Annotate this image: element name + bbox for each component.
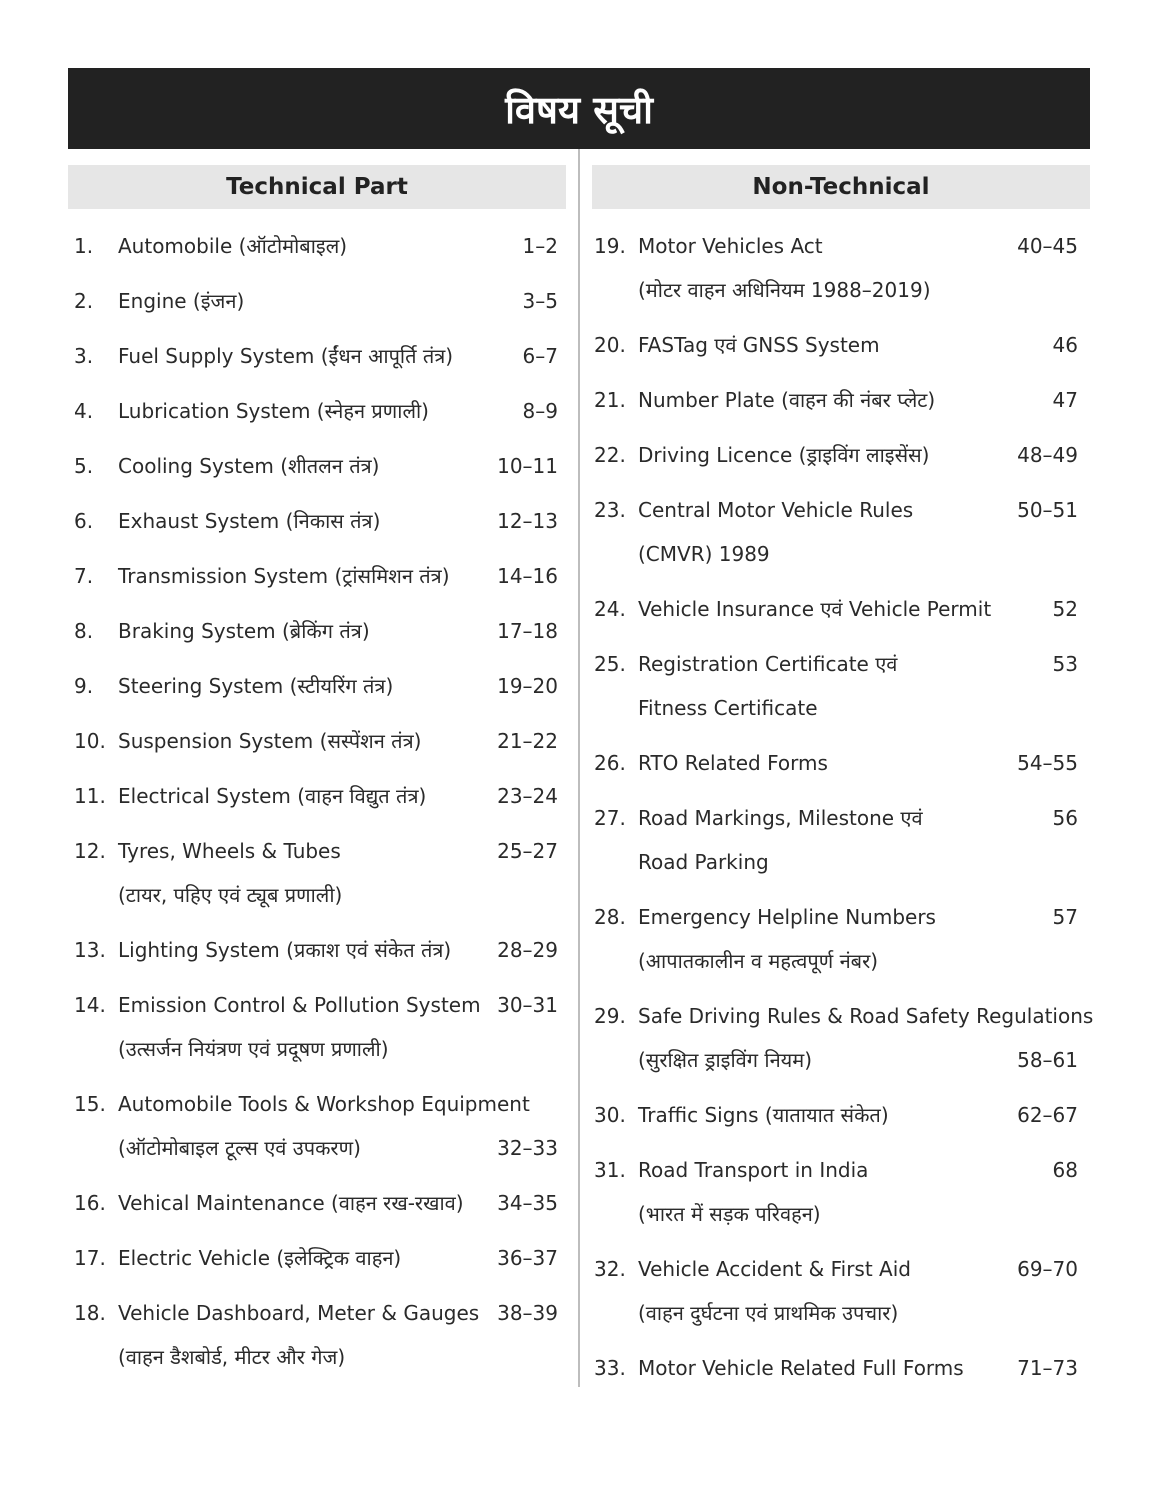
- toc-entry-pages: 53: [1052, 652, 1078, 676]
- toc-entry: [74, 499, 558, 543]
- toc-entry-title: Safe Driving Rules & Road Safety Regulations: [638, 1004, 1094, 1028]
- toc-entry-pages: 34–35: [497, 1191, 558, 1215]
- toc-entry-pages: 62–67: [1017, 1103, 1078, 1127]
- toc-entry-number: 7.: [74, 564, 94, 588]
- toc-entry: [74, 1236, 558, 1280]
- toc-entry-title: Vehicle Dashboard, Meter & Gauges: [118, 1301, 480, 1325]
- toc-entry-pages: 46: [1052, 333, 1078, 357]
- toc-entry-subtitle: (वाहन डैशबोर्ड, मीटर और गेज): [118, 1345, 346, 1369]
- toc-entry-number: 24.: [594, 597, 626, 621]
- toc-entry-number: 11.: [74, 784, 106, 808]
- toc-entry-number: 18.: [74, 1301, 106, 1325]
- toc-entry-subtitle: (आपातकालीन व महत्वपूर्ण नंबर): [638, 949, 879, 973]
- toc-entry-number: 20.: [594, 333, 626, 357]
- toc-entry-number: 4.: [74, 399, 94, 423]
- toc-entry-title: Automobile (ऑटोमोबाइल): [118, 234, 348, 258]
- toc-entry-pages: 54–55: [1017, 751, 1078, 775]
- toc-entry-pages: 48–49: [1017, 443, 1078, 467]
- toc-entry-pages: 68: [1052, 1158, 1078, 1182]
- toc-entry-title: Vehicle Insurance एवं Vehicle Permit: [638, 597, 992, 621]
- toc-entry-number: 28.: [594, 905, 626, 929]
- toc-entry-pages: 10–11: [497, 454, 558, 478]
- toc-entry: [594, 1346, 1078, 1390]
- toc-entry-title: Lighting System (प्रकाश एवं संकेत तंत्र): [118, 938, 452, 962]
- toc-entry-subtitle: (उत्सर्जन नियंत्रण एवं प्रदूषण प्रणाली): [118, 1037, 389, 1061]
- toc-entry-subtitle: (मोटर वाहन अधिनियम 1988–2019): [638, 278, 931, 302]
- toc-entry: [594, 378, 1078, 422]
- toc-entry-number: 33.: [594, 1356, 626, 1380]
- toc-entry-number: 26.: [594, 751, 626, 775]
- toc-entry-number: 31.: [594, 1158, 626, 1182]
- toc-entry-number: 25.: [594, 652, 626, 676]
- toc-entry-number: 2.: [74, 289, 94, 313]
- toc-entry-pages: 28–29: [497, 938, 558, 962]
- toc-entry: [594, 323, 1078, 367]
- toc-entry-number: 8.: [74, 619, 94, 643]
- toc-entry-title: Lubrication System (स्नेहन प्रणाली): [118, 399, 429, 423]
- toc-entry-title: Steering System (स्टीयरिंग तंत्र): [118, 674, 394, 698]
- toc-entry: [74, 1181, 558, 1225]
- toc-entry-title: Driving Licence (ड्राइविंग लाइसेंस): [638, 443, 930, 467]
- toc-entry-title: Braking System (ब्रेकिंग तंत्र): [118, 619, 370, 643]
- toc-entry: [594, 1093, 1078, 1137]
- toc-entry-pages: 30–31: [497, 993, 558, 1017]
- column-divider: [578, 149, 580, 1387]
- toc-entry-title: Traffic Signs (यातायात संकेत): [638, 1103, 889, 1127]
- toc-entry-number: 10.: [74, 729, 106, 753]
- toc-entry-title: Vehicle Accident & First Aid: [638, 1257, 911, 1281]
- toc-entry-number: 22.: [594, 443, 626, 467]
- toc-entry-title: Number Plate (वाहन की नंबर प्लेट): [638, 388, 936, 412]
- toc-entry-title: Electric Vehicle (इलेक्ट्रिक वाहन): [118, 1246, 402, 1270]
- toc-entry-pages: 57: [1052, 905, 1078, 929]
- toc-entry-pages: 17–18: [497, 619, 558, 643]
- toc-entry-number: 29.: [594, 1004, 626, 1028]
- toc-entry: [74, 829, 558, 917]
- toc-entry-title: Automobile Tools & Workshop Equipment: [118, 1092, 530, 1116]
- toc-entry: [74, 224, 558, 268]
- toc-entry: [74, 609, 558, 653]
- toc-entry-number: 13.: [74, 938, 106, 962]
- toc-entry-number: 27.: [594, 806, 626, 830]
- toc-entry: [74, 1082, 558, 1170]
- toc-entry-subtitle: (भारत में सड़क परिवहन): [638, 1202, 821, 1226]
- toc-entry: [74, 554, 558, 598]
- toc-entry-title: Tyres, Wheels & Tubes: [118, 839, 341, 863]
- toc-entry: [74, 334, 558, 378]
- toc-entry-pages: 47: [1052, 388, 1078, 412]
- toc-entry-pages: 14–16: [497, 564, 558, 588]
- toc-entry: [74, 389, 558, 433]
- toc-entry-number: 1.: [74, 234, 94, 258]
- toc-entry: [594, 994, 1094, 1082]
- toc-entry-pages: 1–2: [522, 234, 558, 258]
- toc-entry-pages: 71–73: [1017, 1356, 1078, 1380]
- toc-entry-number: 9.: [74, 674, 94, 698]
- toc-entry-number: 6.: [74, 509, 94, 533]
- toc-entry-pages: 6–7: [522, 344, 558, 368]
- toc-entry-title: Suspension System (सस्पेंशन तंत्र): [118, 729, 422, 753]
- toc-entry: [74, 983, 558, 1071]
- toc-entry-number: 32.: [594, 1257, 626, 1281]
- toc-entry-number: 5.: [74, 454, 94, 478]
- toc-entry-title: Exhaust System (निकास तंत्र): [118, 509, 381, 533]
- toc-entry-pages: 3–5: [522, 289, 558, 313]
- toc-entry-pages: 12–13: [497, 509, 558, 533]
- toc-entry-title: Transmission System (ट्रांसमिशन तंत्र): [118, 564, 450, 588]
- toc-entry-title: Road Markings, Milestone एवं: [638, 806, 923, 830]
- toc-entry: [594, 1148, 1078, 1236]
- toc-entry-number: 12.: [74, 839, 106, 863]
- toc-entry-title: Vehical Maintenance (वाहन रख-रखाव): [118, 1191, 464, 1215]
- toc-entry-number: 17.: [74, 1246, 106, 1270]
- toc-entry-title: Emission Control & Pollution System: [118, 993, 481, 1017]
- toc-entry: [74, 444, 558, 488]
- toc-entry-subtitle: (CMVR) 1989: [638, 542, 770, 566]
- toc-entry: [594, 433, 1078, 477]
- toc-entry-pages: 19–20: [497, 674, 558, 698]
- toc-entry-title: Electrical System (वाहन विद्युत तंत्र): [118, 784, 427, 808]
- toc-entry-number: 21.: [594, 388, 626, 412]
- toc-entry-pages: 56: [1052, 806, 1078, 830]
- toc-entry-pages: 50–51: [1017, 498, 1078, 522]
- toc-entry-subtitle: (टायर, पहिए एवं ट्यूब प्रणाली): [118, 883, 343, 907]
- toc-entry: [594, 642, 1078, 730]
- toc-entry-number: 15.: [74, 1092, 106, 1116]
- toc-entry-title: Motor Vehicles Act: [638, 234, 823, 258]
- toc-entry-pages: 25–27: [497, 839, 558, 863]
- toc-entry-subtitle: (सुरक्षित ड्राइविंग नियम): [638, 1048, 813, 1072]
- toc-entry: [594, 796, 1078, 884]
- toc-entry-subtitle: Road Parking: [638, 850, 769, 874]
- toc-entry-title: Motor Vehicle Related Full Forms: [638, 1356, 964, 1380]
- toc-entry-subtitle: (ऑटोमोबाइल टूल्स एवं उपकरण): [118, 1136, 361, 1160]
- toc-entry-title: Fuel Supply System (ईंधन आपूर्ति तंत्र): [118, 344, 454, 368]
- toc-entry-pages: 38–39: [497, 1301, 558, 1325]
- section-header-technical: Technical Part: [68, 165, 566, 209]
- toc-entry: [74, 1291, 558, 1379]
- toc-entry-number: 16.: [74, 1191, 106, 1215]
- toc-entry-number: 23.: [594, 498, 626, 522]
- toc-entry-pages: 23–24: [497, 784, 558, 808]
- toc-entry-pages: 69–70: [1017, 1257, 1078, 1281]
- toc-entry-pages: 8–9: [522, 399, 558, 423]
- toc-entry-title: FASTag एवं GNSS System: [638, 333, 880, 357]
- toc-entry: [74, 279, 558, 323]
- toc-entry-pages: 52: [1052, 597, 1078, 621]
- toc-entry-number: 3.: [74, 344, 94, 368]
- toc-entry-pages: 32–33: [497, 1136, 558, 1160]
- toc-entry-number: 14.: [74, 993, 106, 1017]
- toc-entry-title: Cooling System (शीतलन तंत्र): [118, 454, 380, 478]
- section-header-non-technical: Non-Technical: [592, 165, 1090, 209]
- toc-entry-pages: 58–61: [1017, 1048, 1078, 1072]
- toc-entry-title: Engine (इंजन): [118, 289, 245, 313]
- toc-entry-title: Emergency Helpline Numbers: [638, 905, 936, 929]
- toc-entry-number: 19.: [594, 234, 626, 258]
- toc-entry-title: RTO Related Forms: [638, 751, 828, 775]
- toc-entry: [74, 664, 558, 708]
- toc-entry-pages: 21–22: [497, 729, 558, 753]
- toc-entry-pages: 36–37: [497, 1246, 558, 1270]
- toc-entry-subtitle: (वाहन दुर्घटना एवं प्राथमिक उपचार): [638, 1301, 899, 1325]
- toc-entry-title: Road Transport in India: [638, 1158, 869, 1182]
- toc-entry: [594, 741, 1078, 785]
- page-title: विषय सूची: [68, 68, 1090, 149]
- toc-entry: [74, 774, 558, 818]
- toc-entry: [594, 224, 1078, 312]
- toc-entry: [594, 587, 1078, 631]
- toc-entry: [74, 928, 558, 972]
- toc-entry: [74, 719, 558, 763]
- toc-entry-number: 30.: [594, 1103, 626, 1127]
- toc-entry-title: Registration Certificate एवं: [638, 652, 898, 676]
- toc-entry: [594, 488, 1078, 576]
- toc-entry-title: Central Motor Vehicle Rules: [638, 498, 914, 522]
- toc-entry: [594, 1247, 1078, 1335]
- toc-entry: [594, 895, 1078, 983]
- toc-entry-subtitle: Fitness Certificate: [638, 696, 818, 720]
- toc-entry-pages: 40–45: [1017, 234, 1078, 258]
